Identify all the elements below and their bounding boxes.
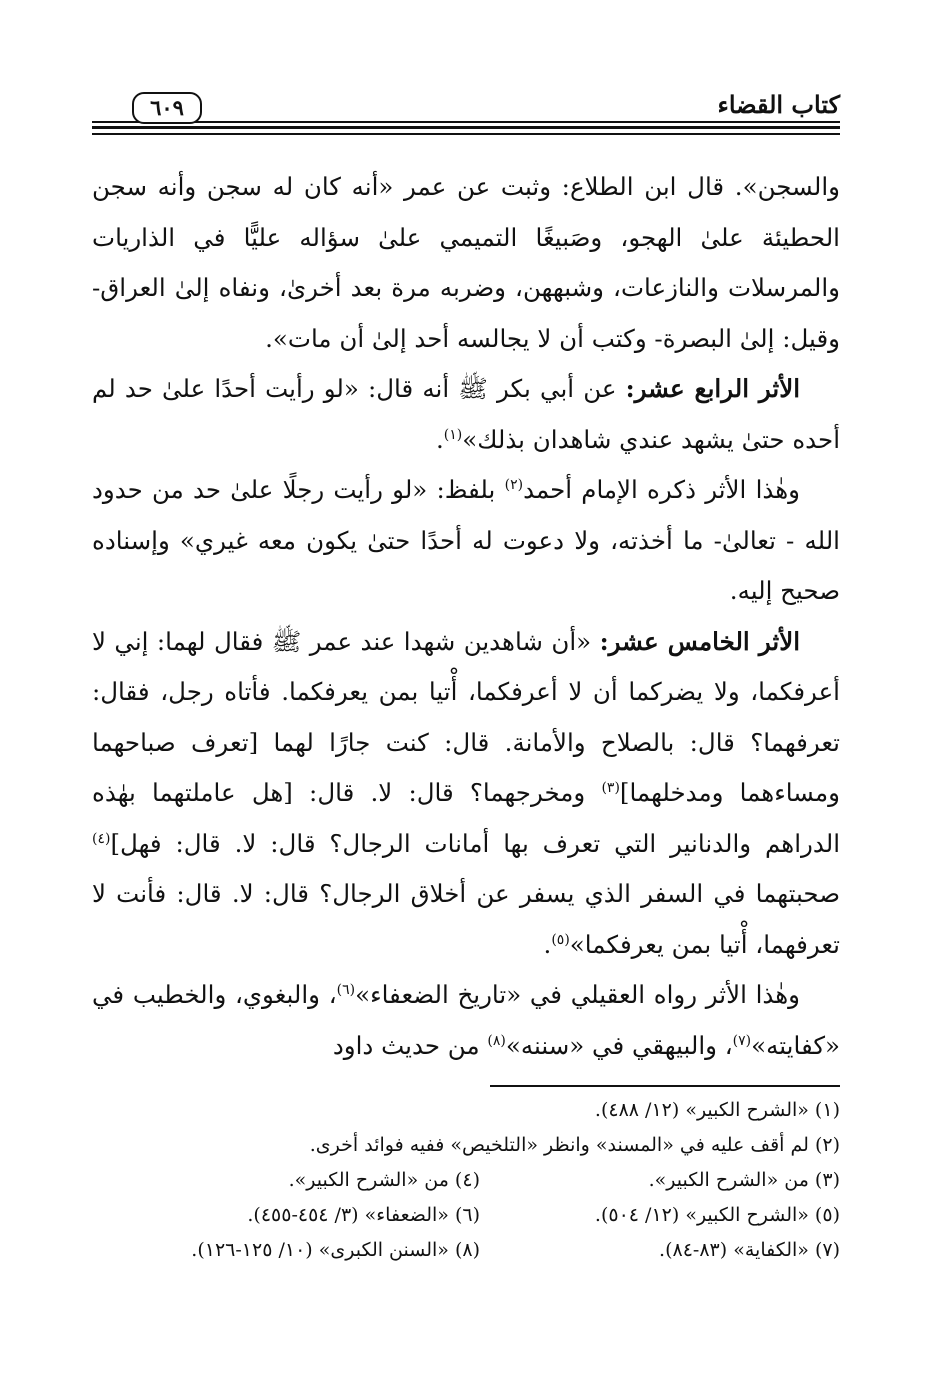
paragraph-4 — [92, 617, 840, 971]
footnote-ref-6: (٦) — [336, 981, 356, 998]
footnote-ref-1: (١) — [443, 426, 463, 443]
footnote-ref-2: (٢) — [504, 476, 524, 493]
footnote-6: (٦) «الضعفاء» (٣/ ٤٥٤-٤٥٥). — [247, 1204, 480, 1226]
paragraph-4-text-c: صحبتهما في السفر الذي يسفر عن أخلاق الرجال؟ قال: لا. قال: فأنت لا تعرفهما، أْتيا بمن يعرفكما» — [92, 879, 840, 959]
footnote-row-7-8 — [92, 1233, 840, 1268]
header-rule-middle — [92, 126, 840, 129]
paragraph-3-text-b: بلفظ: «لو رأيت رجلًا علىٰ حد من حدود الله - تعالىٰ- ما أخذته، ولا دعوت له أحدًا حتىٰ يكون معه غيري» وإسناده صحيح إليه. — [92, 475, 840, 605]
footnote-5: (٥) «الشرح الكبير» (١٢/ ٥٠٤). — [594, 1204, 840, 1226]
page-number: ٦٠٩ — [132, 92, 202, 124]
paragraph-3 — [92, 465, 840, 617]
header-rule-top — [92, 121, 840, 123]
book-page — [92, 88, 840, 1288]
paragraph-1: والسجن». قال ابن الطلاع: وثبت عن عمر «أنه كان له سجن وأنه سجن الحطيئة علىٰ الهجو، وصَبيغًا التميمي علىٰ سؤاله عليًّا في الذاريات والمرسلات والنازعات، وشبههن، وضربه مرة بعد أخرىٰ، ونفاه إلىٰ العراق- وقيل: إلىٰ البصرة- وكتب أن لا يجالسه أحد إلىٰ أن مات». — [92, 172, 840, 353]
footnote-ref-3: (٣) — [601, 779, 620, 796]
footnote-3: (٣) من «الشرح الكبير». — [648, 1169, 840, 1191]
paragraph-5-text-a: وهٰذا الأثر رواه العقيلي في «تاريخ الضعفاء» — [355, 980, 800, 1009]
section-heading-14: الأثر الرابع عشر: — [625, 374, 800, 403]
header-rule-bottom — [92, 133, 840, 135]
footnote-ref-4: (٤) — [92, 830, 111, 847]
chapter-title: كتاب القضاء — [717, 90, 840, 119]
footnote-row-5-6 — [92, 1198, 840, 1233]
footnote-ref-8: (٨) — [487, 1032, 506, 1049]
footnote-separator — [490, 1085, 840, 1087]
paragraph-5-text-c: ، والبيهقي في «سننه» — [505, 1030, 733, 1060]
footnote-7: (٧) «الكفاية» (٨٣-٨٤). — [659, 1239, 840, 1261]
footnote-ref-7: (٧) — [732, 1032, 752, 1049]
paragraph-4-text-a: «أن شاهدين شهدا عند عمر ﷺ فقال لهما: إني لا أعرفكما، ولا يضركما أن لا أعرفكما، أْتيا بمن يعرفكما. فأتاه رجل، فقال: تعرفهما؟ قال: بالصلاح والأمانة. قال: كنت جارًا لهما [تعرف صباحهما ومساءهما ومدخلهما] — [92, 626, 840, 807]
footnote-2: (٢) لم أقف عليه في «المسند» وانظر «التلخيص» ففيه فوائد أخرى. — [309, 1134, 840, 1156]
paragraph-5-text-b: ، والبغوي، والخطيب في «كفايته» — [92, 980, 840, 1060]
paragraph-4-text-b: ومخرجهما؟ قال: لا. قال: [هل عاملتهما بهٰذه الدراهم والدنانير التي تعرف بها أمانات الرجال؟ قال: لا. قال: فهل] — [92, 778, 840, 858]
footnote-ref-5: (٥) — [551, 931, 570, 948]
body-text — [92, 162, 840, 1071]
paragraph-2-text: عن أبي بكر ﷺ أنه قال: «لو رأيت أحدًا علىٰ حد لم أحده حتىٰ يشهد عندي شاهدان بذلك» — [92, 374, 840, 454]
paragraph-5-text-d: من حديث داود — [332, 1030, 488, 1060]
paragraph-2-end: . — [435, 424, 444, 454]
footnote-row-3-4 — [92, 1163, 840, 1198]
paragraph-5 — [92, 970, 840, 1071]
page-header — [92, 88, 840, 144]
footnote-1: (١) «الشرح الكبير» (١٢/ ٤٨٨). — [594, 1099, 840, 1121]
section-heading-15: الأثر الخامس عشر: — [599, 626, 800, 656]
footnote-4: (٤) من «الشرح الكبير». — [288, 1169, 480, 1191]
footnote-8: (٨) «السنن الكبرى» (١٠/ ١٢٥-١٢٦). — [191, 1239, 480, 1261]
paragraph-2 — [92, 364, 840, 465]
paragraph-3-text-a: وهٰذا الأثر ذكره الإمام أحمد — [523, 475, 800, 504]
paragraph-4-end: . — [543, 929, 552, 959]
footnotes — [92, 1093, 840, 1268]
